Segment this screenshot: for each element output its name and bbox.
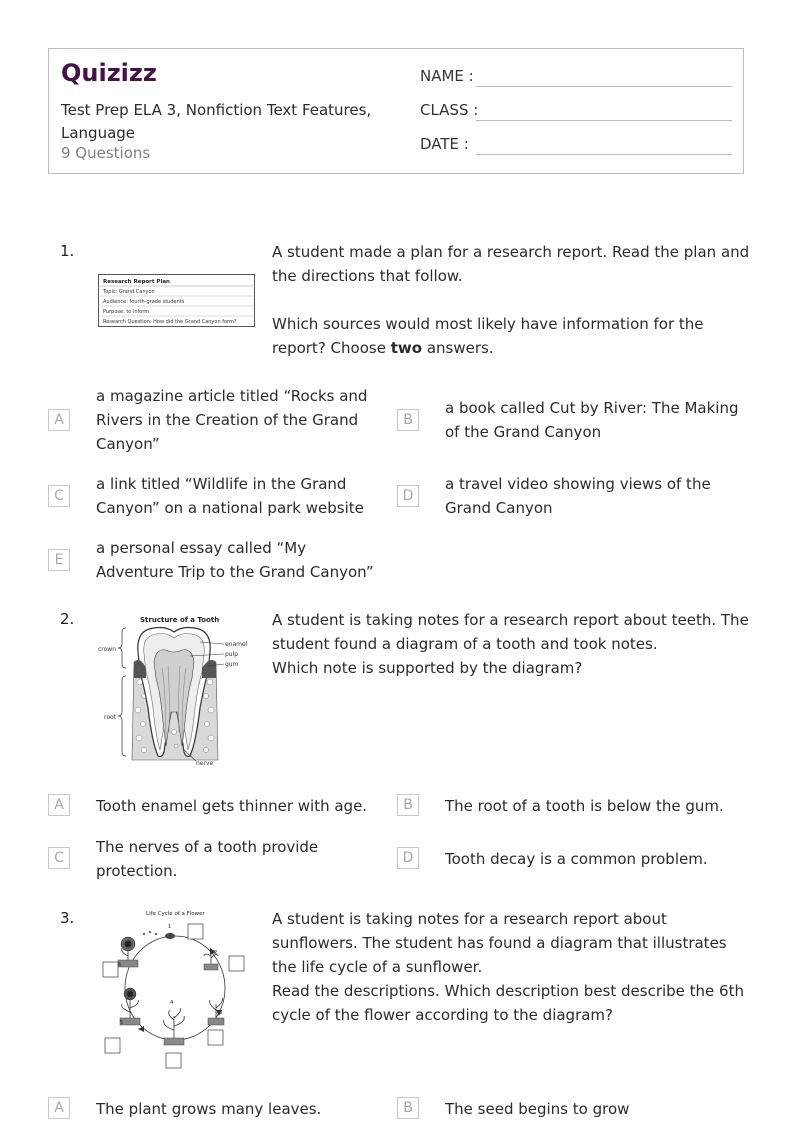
pulp-label: pulp xyxy=(225,651,239,658)
question-text: A student made a plan for a research report. Read the plan and the directions that follow. Which sources would most likely have information for the report? Choose two answers. xyxy=(272,243,750,357)
question-text: A student is taking notes for a research report about sunflowers. The student has found a diagram that illustrates the life cycle of a sunflower. Read the descriptions. Which description best describe the 6th cycle of the flower according to the diagram? xyxy=(272,910,744,1024)
question-count: 9 Questions xyxy=(61,144,151,162)
option-c-text: a link titled “Wildlife in the Grand Canyon” on a national park website xyxy=(96,475,364,517)
option-b-text: a book called Cut by River: The Making of the Grand Canyon xyxy=(445,399,739,441)
nerve-label: nerve xyxy=(196,760,214,767)
option-d-box[interactable]: D xyxy=(397,485,419,507)
option-b-text: The seed begins to grow xyxy=(445,1100,630,1118)
option-b-text: The root of a tooth is below the gum. xyxy=(445,797,724,815)
option-a-box[interactable]: A xyxy=(48,409,70,431)
worksheet-header xyxy=(48,48,744,174)
class-field[interactable]: CLASS : xyxy=(420,101,478,119)
worksheet-title: Test Prep ELA 3, Nonfiction Text Features, Language xyxy=(61,101,372,142)
option-d-text: a travel video showing views of the Grand Canyon xyxy=(445,475,711,517)
option-a-text: The plant grows many leaves. xyxy=(96,1100,322,1118)
research-report-plan-figure xyxy=(98,272,256,328)
option-d-text: Tooth decay is a common problem. xyxy=(445,850,708,868)
date-field[interactable]: DATE : xyxy=(420,135,469,153)
name-field[interactable]: NAME : xyxy=(420,67,474,85)
option-b-box[interactable]: B xyxy=(397,409,419,431)
option-c-box[interactable]: C xyxy=(48,847,70,869)
question-number: 3. xyxy=(60,909,75,927)
question-number: 2. xyxy=(60,610,75,628)
option-a-box[interactable]: A xyxy=(48,1097,70,1119)
crown-label: crown xyxy=(98,646,117,653)
step-number: 5 xyxy=(120,1020,124,1026)
plan-heading: Research Report Plan xyxy=(103,279,170,285)
option-c-text: The nerves of a tooth provide protection. xyxy=(96,838,319,880)
enamel-label: enamel xyxy=(225,641,248,648)
sunflower-life-cycle-diagram xyxy=(100,908,250,1070)
plan-line: Topic: Grand Canyon xyxy=(103,289,155,295)
option-a-text: a magazine article titled “Rocks and Rivers in the Creation of the Grand Canyon” xyxy=(96,387,368,453)
tooth-diagram-title: Structure of a Tooth xyxy=(140,616,220,624)
step-number: 4 xyxy=(170,1000,174,1006)
quizizz-logo: Quizizz xyxy=(61,59,157,87)
option-a-box[interactable]: A xyxy=(48,794,70,816)
step-number: 2 xyxy=(214,950,218,956)
option-e-text: a personal essay called “My Adventure Trip to the Grand Canyon” xyxy=(96,539,374,581)
option-d-box[interactable]: D xyxy=(397,847,419,869)
question-text: A student is taking notes for a research report about teeth. The student found a diagram of a tooth and took notes. Which note is supported by the diagram? xyxy=(272,611,749,677)
plan-line: Purpose: to inform xyxy=(103,309,150,315)
tooth-diagram xyxy=(96,612,256,770)
plan-line: Audience: fourth-grade students xyxy=(103,299,185,305)
gum-label: gum xyxy=(225,661,239,668)
step-number: 3 xyxy=(219,1010,223,1016)
option-a-text: Tooth enamel gets thinner with age. xyxy=(96,797,368,815)
option-b-box[interactable]: B xyxy=(397,1097,419,1119)
plan-line: Research Question: How did the Grand Canyon form? xyxy=(103,319,237,325)
option-c-box[interactable]: C xyxy=(48,485,70,507)
option-b-box[interactable]: B xyxy=(397,794,419,816)
question-number: 1. xyxy=(60,242,75,260)
step-number: 1 xyxy=(168,924,172,930)
option-e-box[interactable]: E xyxy=(48,549,70,571)
root-label: root xyxy=(104,714,117,721)
life-cycle-title: Life Cycle of a Flower xyxy=(146,911,205,917)
step-number: 6 xyxy=(118,962,122,968)
